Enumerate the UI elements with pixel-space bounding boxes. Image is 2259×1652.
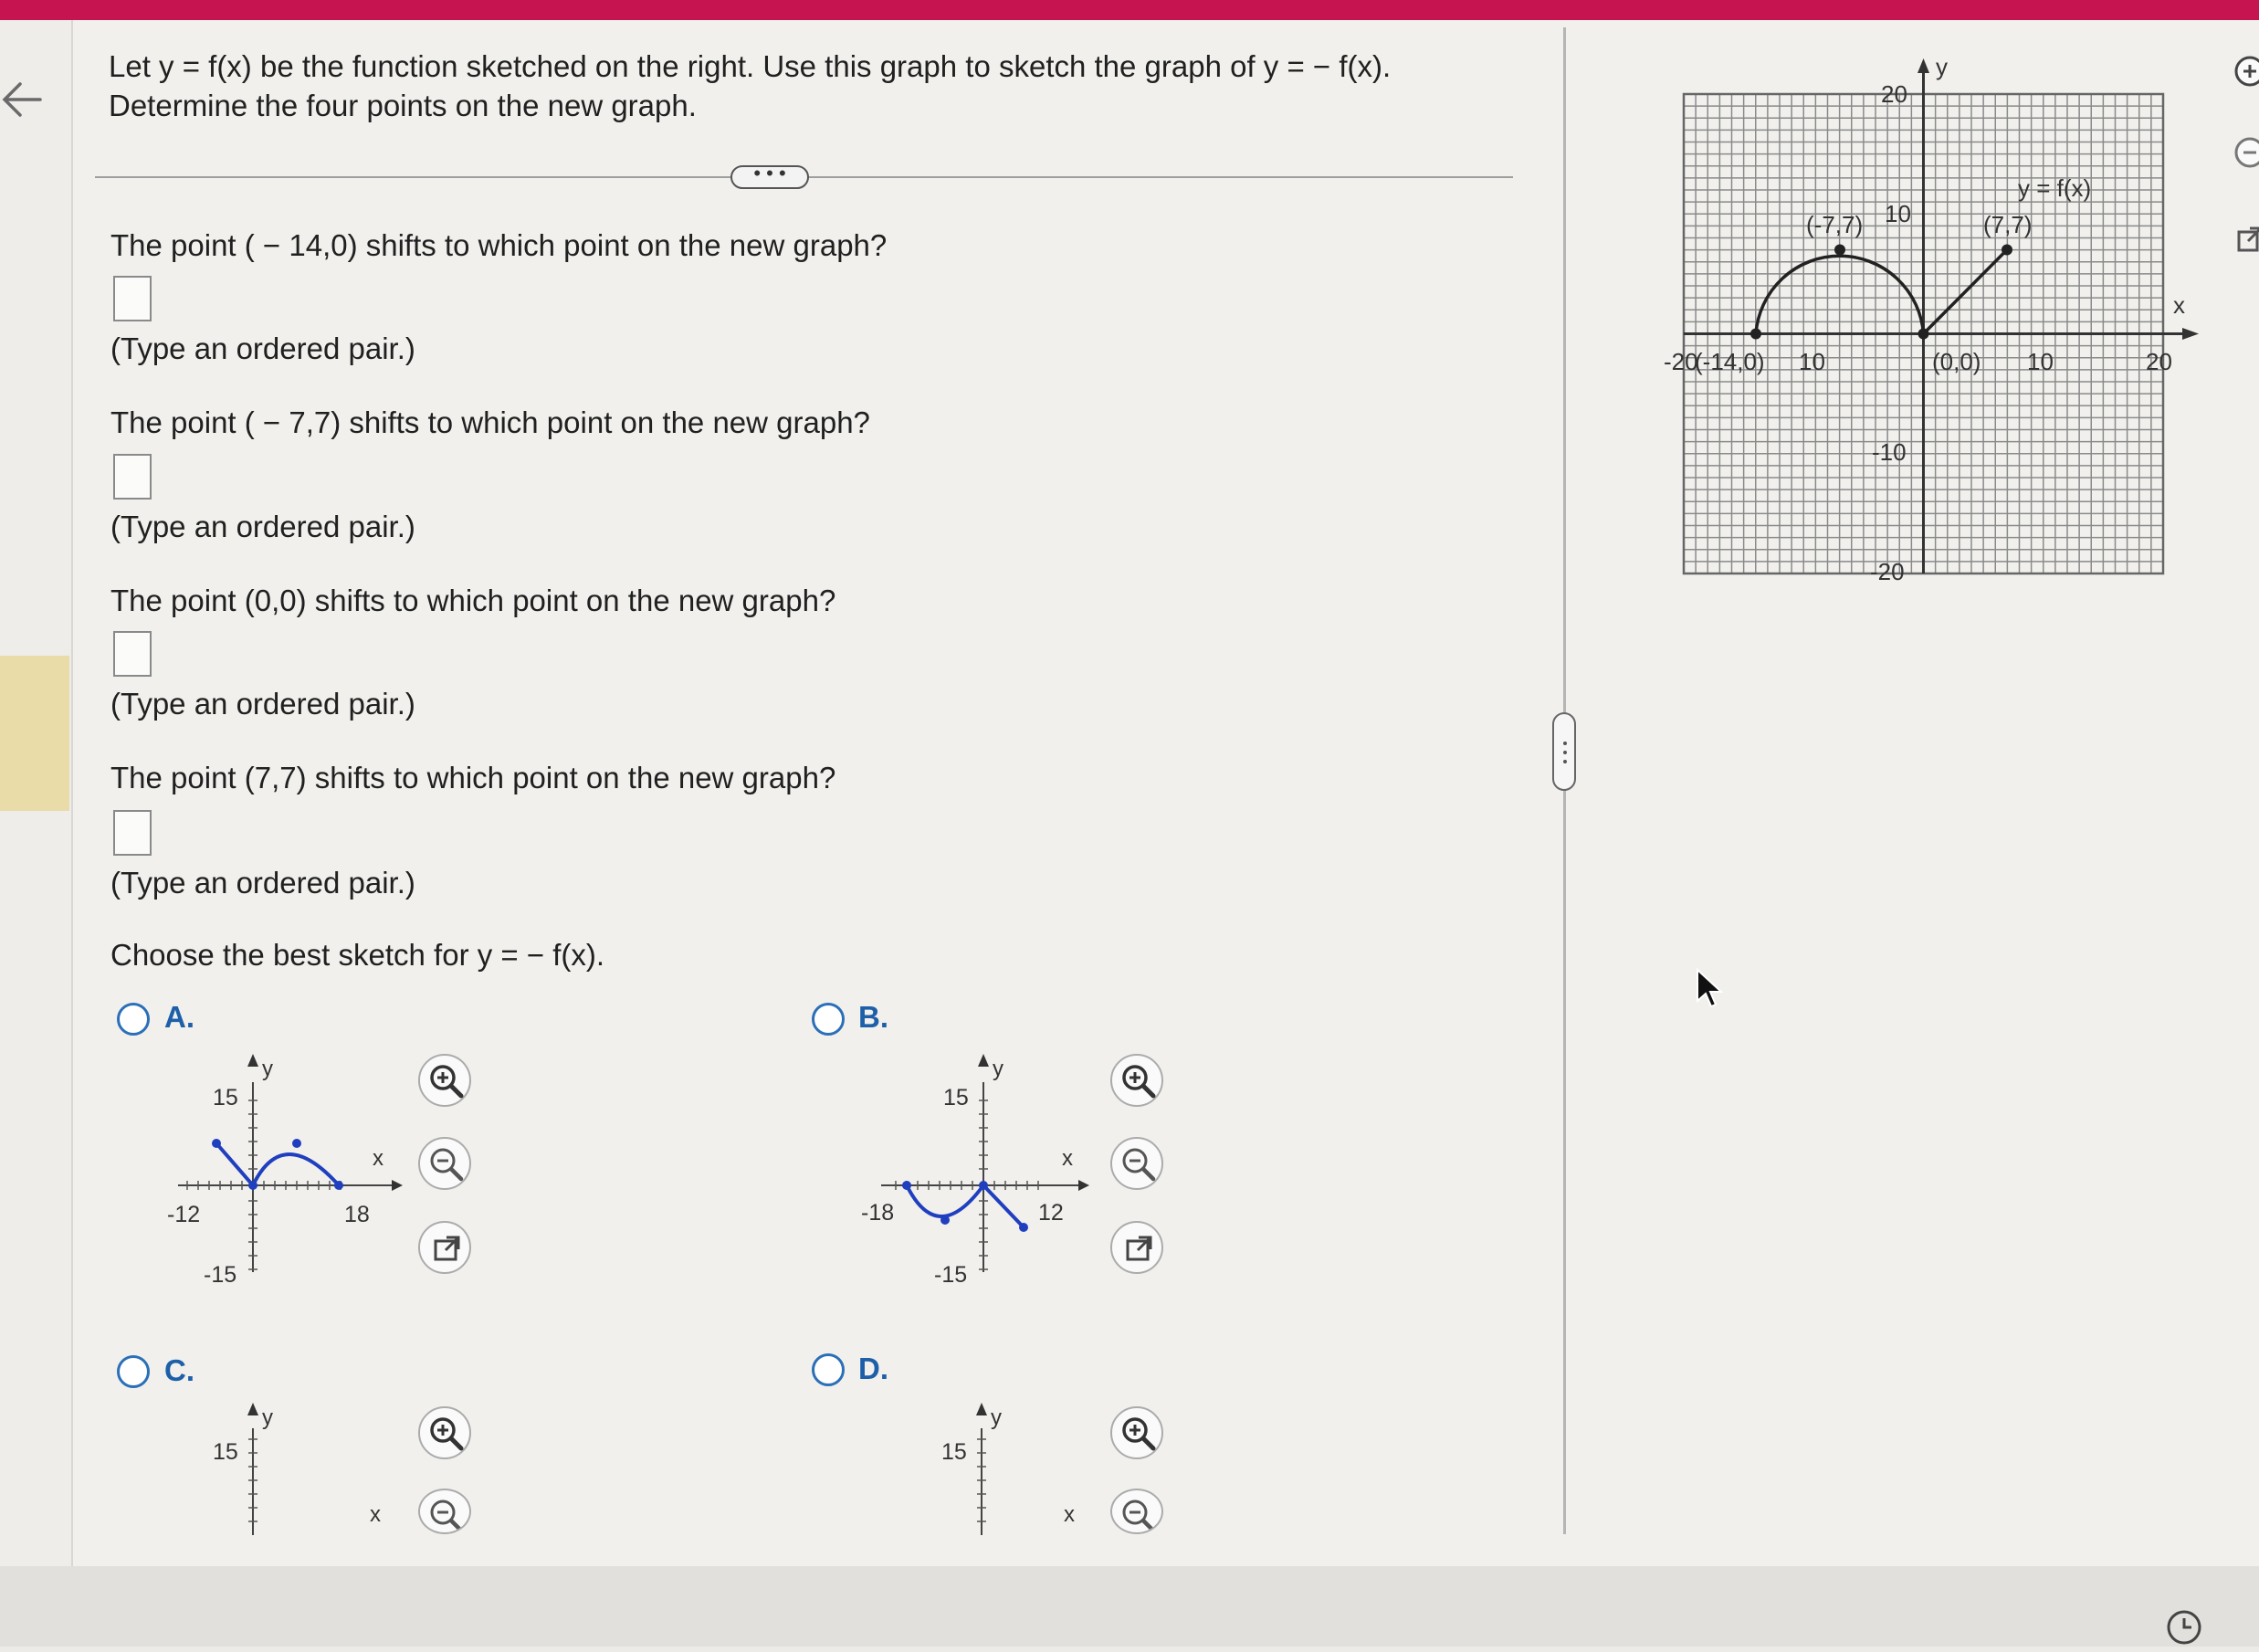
option-d-radio[interactable] (812, 1353, 845, 1386)
option-d-zoom-out-icon[interactable] (1110, 1489, 1163, 1534)
question-text-line2: Determine the four points on the new graph. (109, 89, 697, 122)
point-label-neg7-7: (-7,7) (1806, 211, 1864, 238)
part1-answer-input[interactable] (113, 276, 152, 321)
option-c-graph (160, 1403, 415, 1540)
option-b-zoom-in-icon[interactable] (1110, 1054, 1163, 1107)
option-a-y-label: y (262, 1057, 273, 1081)
more-options-button[interactable]: • • • (730, 165, 809, 189)
option-a-graph (160, 1050, 415, 1288)
zoom-in-icon[interactable] (2228, 51, 2259, 91)
rail-highlight (0, 656, 69, 811)
zoom-out-icon[interactable] (2228, 132, 2259, 173)
option-c-radio[interactable] (117, 1355, 150, 1388)
option-c-x-label: x (370, 1502, 381, 1527)
splitter-handle[interactable] (1552, 712, 1576, 791)
option-c-y-label: y (262, 1405, 273, 1430)
option-b-zoom-out-icon[interactable] (1110, 1137, 1163, 1190)
tick-x-neg10: 10 (1799, 348, 1825, 375)
option-c-zoom-out-icon[interactable] (418, 1489, 471, 1534)
option-d-y-label: y (991, 1405, 1002, 1430)
option-b-ymin: -15 (934, 1262, 968, 1288)
option-a-ymax: 15 (213, 1085, 238, 1110)
part4-prompt: The point (7,7) shifts to which point on the new graph? (110, 761, 836, 794)
option-a-xmin: -12 (167, 1202, 201, 1227)
point-label-7-7: (7,7) (1983, 211, 2033, 238)
option-d-graph (890, 1403, 1109, 1540)
point-label-0-0: (0,0) (1932, 348, 1981, 375)
point-label-neg14-0: (-14,0) (1695, 348, 1765, 375)
part1-prompt: The point ( − 14,0) shifts to which point on the new graph? (110, 228, 888, 262)
option-a-ymin: -15 (204, 1262, 237, 1288)
tick-x-20: 20 (2146, 348, 2172, 375)
popout-icon[interactable] (2228, 221, 2259, 261)
option-b-xmax: 12 (1038, 1200, 1064, 1226)
tick-x-10: 10 (2027, 348, 2054, 375)
part2-prompt: The point ( − 7,7) shifts to which point on the new graph? (110, 405, 870, 439)
top-accent-bar (0, 0, 2259, 20)
option-b-y-label: y (993, 1057, 1003, 1081)
main-x-label: x (2173, 291, 2185, 319)
part4-answer-input[interactable] (113, 810, 152, 856)
option-a-x-label: x (373, 1146, 384, 1171)
tick-y-10: 10 (1885, 200, 1911, 227)
choose-prompt: Choose the best sketch for y = − f(x). (110, 938, 605, 972)
part2-answer-input[interactable] (113, 454, 152, 500)
option-b-xmin: -18 (861, 1200, 895, 1226)
tick-x-neg20: -20 (1664, 348, 1698, 375)
option-b-radio[interactable] (812, 1003, 845, 1036)
option-b-popout-icon[interactable] (1110, 1221, 1163, 1274)
option-d-x-label: x (1064, 1502, 1075, 1527)
tick-y-neg20: -20 (1870, 558, 1905, 585)
option-d-ymax: 15 (941, 1439, 967, 1465)
tick-y-20: 20 (1881, 80, 1907, 108)
option-d-label[interactable]: D. (858, 1352, 888, 1385)
part4-hint: (Type an ordered pair.) (110, 866, 415, 900)
option-b-graph (854, 1050, 1109, 1288)
option-d-zoom-in-icon[interactable] (1110, 1406, 1163, 1459)
option-b-ymax: 15 (943, 1085, 969, 1110)
tick-y-neg10: -10 (1872, 438, 1907, 466)
part3-prompt: The point (0,0) shifts to which point on the new graph? (110, 584, 836, 617)
option-a-zoom-in-icon[interactable] (418, 1054, 471, 1107)
option-c-zoom-in-icon[interactable] (418, 1406, 471, 1459)
clock-icon (2164, 1607, 2204, 1647)
part1-hint: (Type an ordered pair.) (110, 331, 415, 365)
question-text-line1: Let y = f(x) be the function sketched on the right. Use this graph to sketch the graph of y = − f(x). (109, 49, 1392, 83)
main-y-label: y (1936, 53, 1948, 80)
main-graph (1662, 46, 2210, 594)
option-a-zoom-out-icon[interactable] (418, 1137, 471, 1190)
option-c-label[interactable]: C. (164, 1353, 194, 1387)
mouse-cursor-icon (1696, 968, 1725, 1012)
option-a-popout-icon[interactable] (418, 1221, 471, 1274)
back-arrow-icon[interactable] (0, 75, 49, 124)
footer-bar (0, 1566, 2259, 1647)
func-label: y = f(x) (2018, 174, 2092, 202)
option-a-radio[interactable] (117, 1003, 150, 1036)
option-c-ymax: 15 (213, 1439, 238, 1465)
option-b-x-label: x (1062, 1146, 1073, 1171)
option-b-label[interactable]: B. (858, 1000, 888, 1034)
option-a-xmax: 18 (344, 1202, 370, 1227)
option-a-label[interactable]: A. (164, 1000, 194, 1034)
part2-hint: (Type an ordered pair.) (110, 510, 415, 543)
part3-hint: (Type an ordered pair.) (110, 687, 415, 721)
part3-answer-input[interactable] (113, 631, 152, 677)
